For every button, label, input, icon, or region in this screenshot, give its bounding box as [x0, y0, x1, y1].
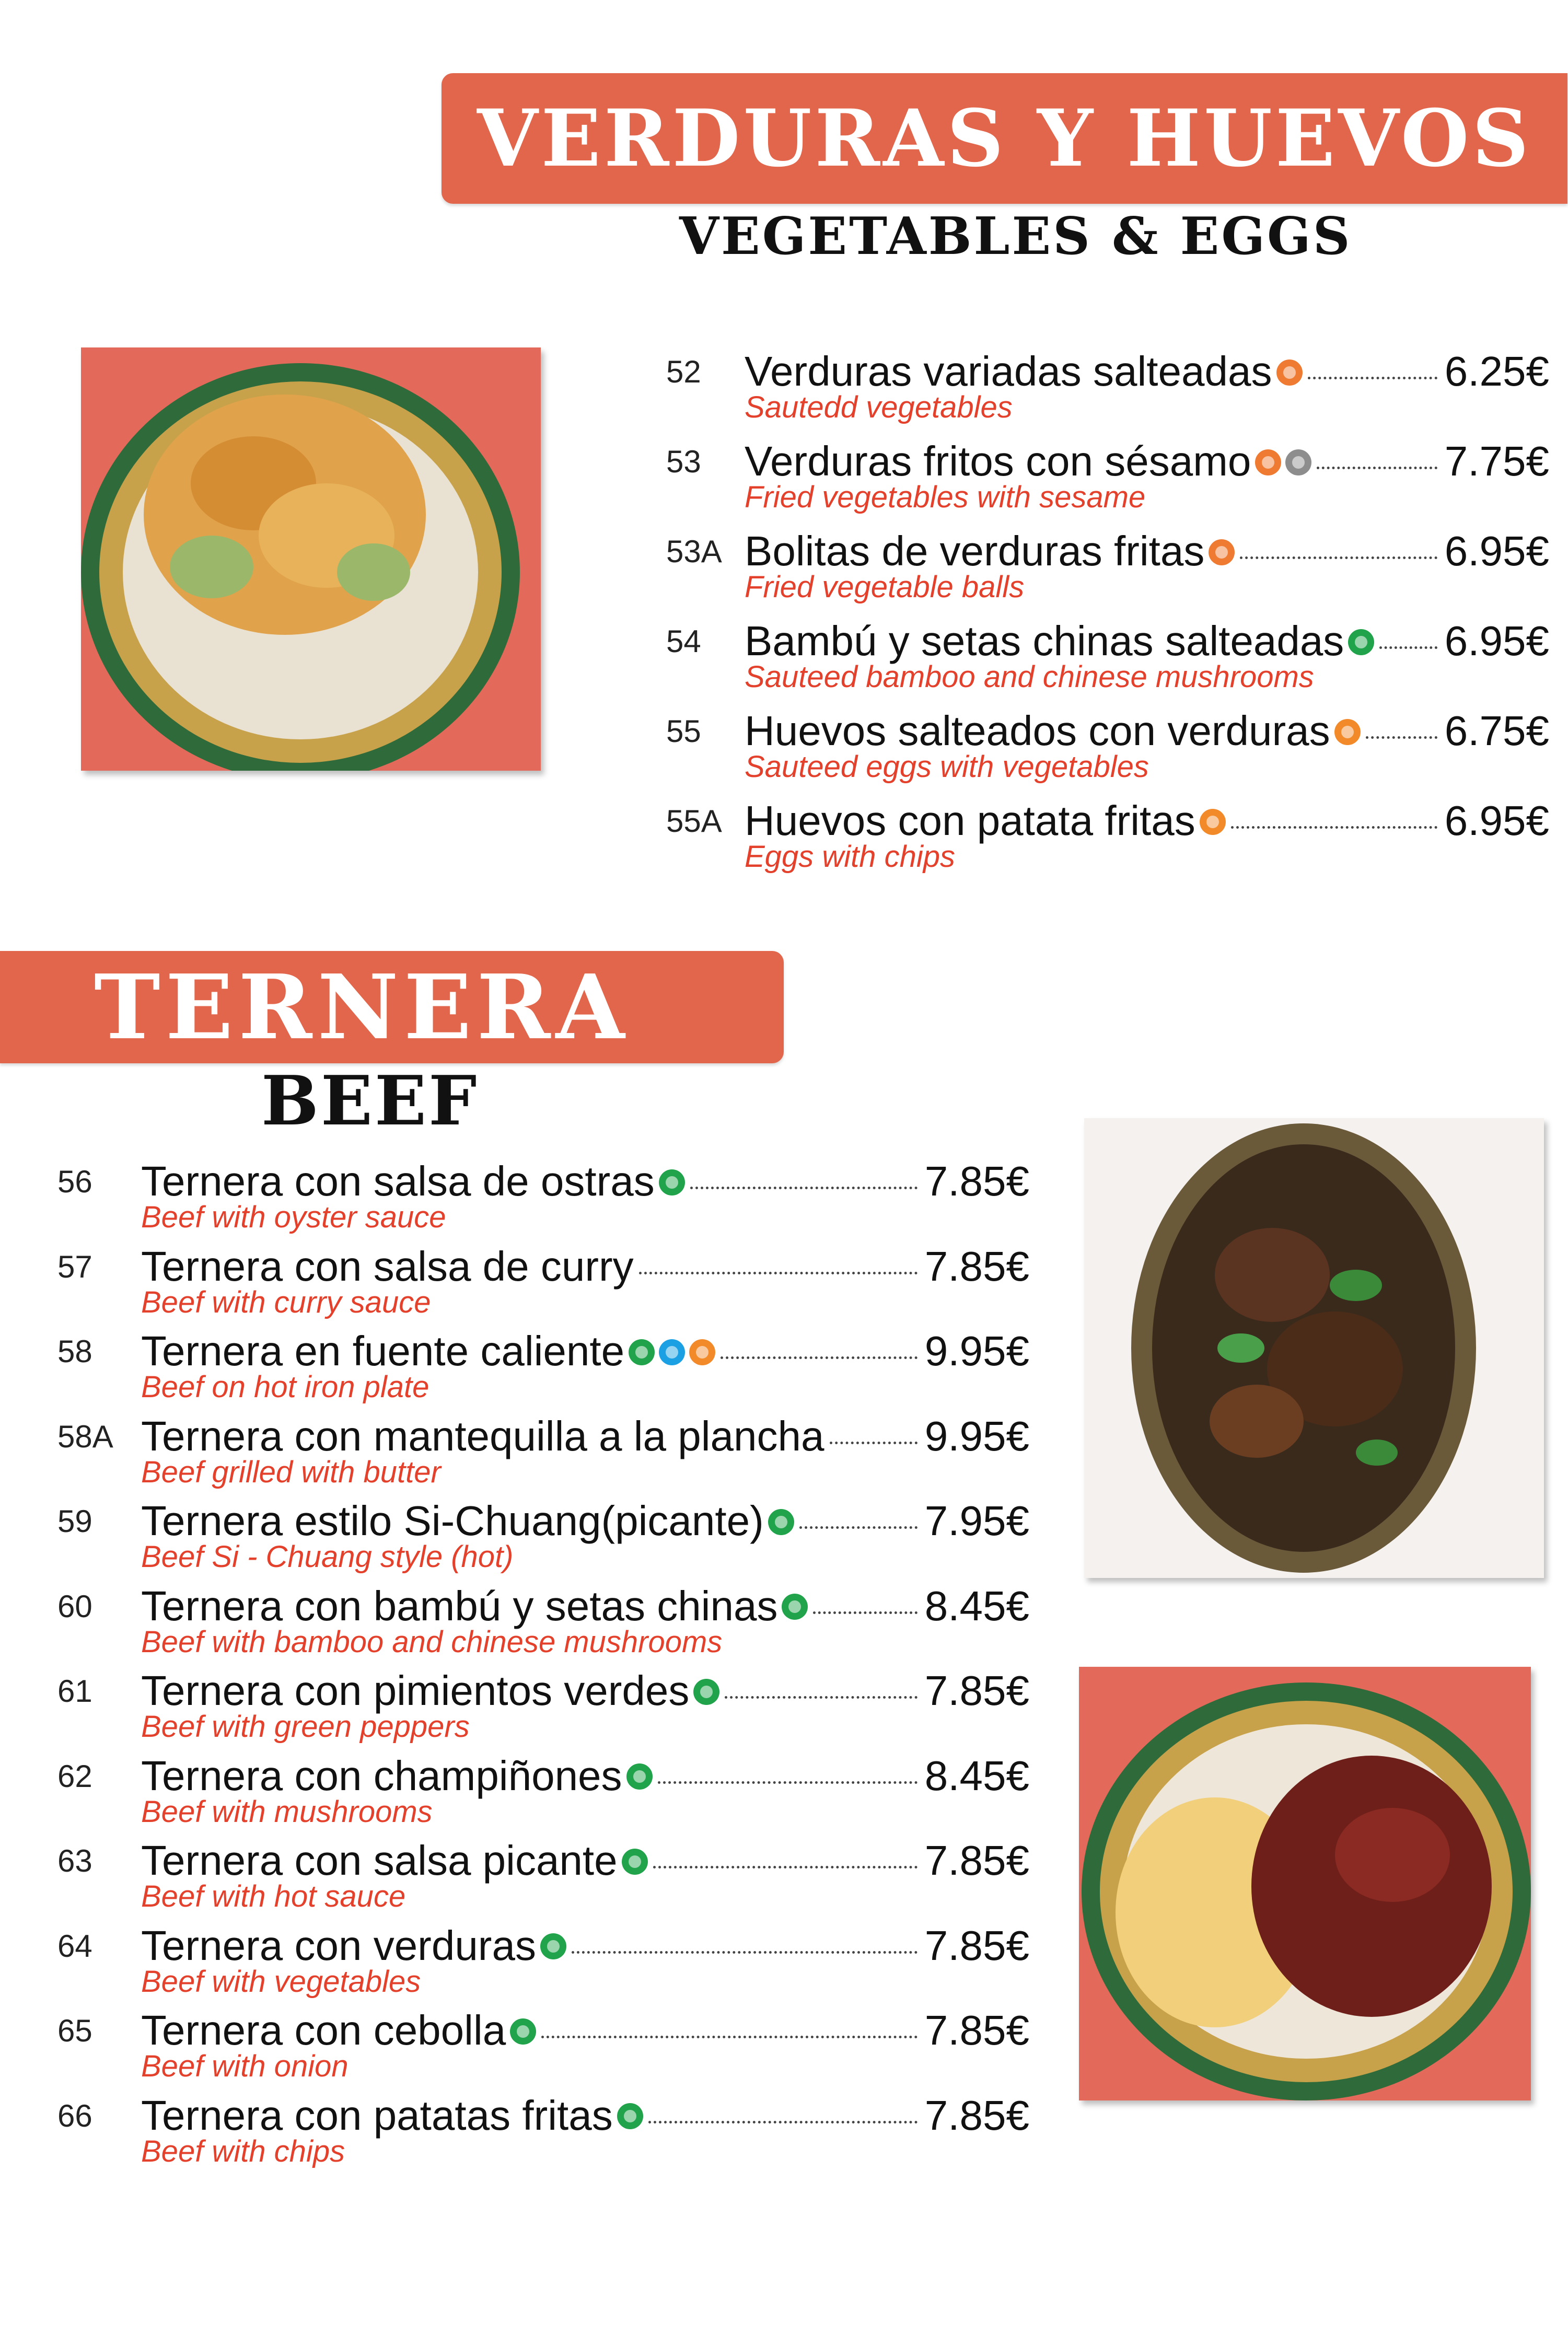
item-number: 61 — [57, 1674, 92, 1709]
item-name — [141, 1582, 808, 1630]
menu-item — [57, 1327, 1029, 1416]
dot-leader — [1379, 644, 1437, 649]
item-number: 54 — [666, 624, 701, 659]
soy-icon — [782, 1594, 808, 1620]
sesame-icon — [1285, 449, 1311, 475]
item-name — [745, 527, 1235, 575]
item-name — [141, 1752, 653, 1800]
item-price: 7.85€ — [924, 1243, 1029, 1290]
item-number: 62 — [57, 1758, 92, 1794]
item-number: 52 — [666, 354, 701, 389]
item-name — [141, 2006, 536, 2055]
item-number: 53 — [666, 444, 701, 479]
item-name — [141, 1922, 566, 1970]
item-name — [141, 2092, 643, 2140]
section-banner-beef — [0, 951, 784, 1063]
dot-leader — [658, 1779, 917, 1784]
item-number: 64 — [57, 1928, 92, 1964]
item-name-text: Ternera estilo Si-Chuang(picante) — [141, 1498, 764, 1544]
item-name-text: Huevos con patata fritas — [745, 797, 1195, 844]
item-price: 6.25€ — [1444, 348, 1549, 394]
item-english-name: Eggs with chips — [745, 840, 955, 874]
item-english-name: Beef with bamboo and chinese mushrooms — [141, 1624, 723, 1659]
item-name-text: Ternera en fuente caliente — [141, 1328, 625, 1374]
section-subtitle: BEEF — [261, 1061, 479, 1141]
item-price: 9.95€ — [924, 1328, 1029, 1374]
soy-icon — [768, 1509, 794, 1535]
item-name-text: Ternera con champiñones — [141, 1752, 622, 1799]
menu-item — [57, 1667, 1029, 1756]
menu-item — [57, 1922, 1029, 2011]
item-name — [141, 1667, 719, 1715]
item-number: 56 — [57, 1164, 92, 1199]
item-price: 7.85€ — [924, 2007, 1029, 2053]
item-english-name: Beef with vegetables — [141, 1964, 421, 1999]
dot-leader — [1308, 375, 1437, 379]
item-number: 63 — [57, 1843, 92, 1878]
section-banner-vegetables — [442, 73, 1567, 204]
soy-icon — [626, 1763, 653, 1790]
item-english-name: Beef Si - Chuang style (hot) — [141, 1540, 514, 1574]
menu-item — [57, 1243, 1029, 1331]
item-english-name: Sautedd vegetables — [745, 390, 1013, 424]
item-number: 60 — [57, 1588, 92, 1624]
item-price: 6.95€ — [1444, 797, 1549, 844]
item-english-name: Beef with green peppers — [141, 1710, 470, 1744]
item-name-text: Ternera con verduras — [141, 1922, 536, 1969]
menu-item — [57, 1837, 1029, 1925]
item-english-name: Beef with hot sauce — [141, 1879, 406, 1913]
dot-leader — [799, 1524, 917, 1529]
item-english-name: Beef with onion — [141, 2049, 349, 2083]
item-english-name: Beef with curry sauce — [141, 1285, 431, 1319]
dot-leader — [572, 1949, 917, 1954]
item-name-text: Ternera con patatas fritas — [141, 2092, 613, 2139]
item-name — [745, 707, 1361, 755]
item-name — [141, 1243, 634, 1291]
menu-item — [666, 437, 1549, 526]
dot-leader — [1240, 554, 1437, 559]
soy-icon — [1348, 629, 1374, 655]
dot-leader — [1366, 734, 1437, 739]
section-title: VERDURAS Y HUEVOS — [477, 92, 1532, 184]
item-name — [745, 617, 1374, 665]
dot-leader — [639, 1270, 917, 1274]
item-number: 57 — [57, 1249, 92, 1284]
item-english-name: Beef with chips — [141, 2134, 345, 2168]
menu-item — [57, 1582, 1029, 1671]
item-name — [141, 1157, 685, 1205]
dot-leader — [648, 2119, 917, 2123]
item-name — [745, 347, 1303, 396]
item-name — [745, 437, 1311, 485]
item-price: 9.95€ — [924, 1412, 1029, 1459]
item-name — [141, 1412, 824, 1460]
item-price: 7.85€ — [924, 1667, 1029, 1714]
item-price: 7.75€ — [1444, 438, 1549, 484]
vegetable-icon — [1255, 449, 1281, 475]
item-name — [141, 1497, 794, 1545]
item-price: 7.85€ — [924, 1158, 1029, 1204]
soy-icon — [622, 1849, 648, 1875]
item-english-name: Fried vegetables with sesame — [745, 480, 1146, 514]
soy-icon — [693, 1679, 719, 1705]
item-english-name: Beef grilled with butter — [141, 1455, 441, 1489]
item-number: 55 — [666, 714, 701, 749]
item-number: 53A — [666, 534, 722, 569]
item-english-name: Beef with mushrooms — [141, 1794, 433, 1829]
item-number: 59 — [57, 1504, 92, 1539]
item-number: 58 — [57, 1334, 92, 1369]
menu-item — [57, 2006, 1029, 2095]
item-price: 7.85€ — [924, 1922, 1029, 1969]
menu-item — [57, 1157, 1029, 1246]
soy-icon — [629, 1339, 655, 1365]
fried-vegetables-photo — [81, 347, 541, 771]
soy-icon — [617, 2103, 643, 2129]
item-price: 7.95€ — [924, 1498, 1029, 1544]
item-name-text: Verduras variadas salteadas — [745, 348, 1272, 394]
item-english-name: Sauteed eggs with vegetables — [745, 750, 1149, 784]
item-name — [141, 1837, 648, 1885]
dot-leader — [653, 1864, 917, 1868]
section-subtitle: VEGETABLES & EGGS — [679, 206, 1352, 266]
item-price: 8.45€ — [924, 1752, 1029, 1799]
item-name-text: Huevos salteados con verduras — [745, 707, 1330, 754]
egg-icon — [1200, 809, 1226, 835]
item-price: 6.95€ — [1444, 618, 1549, 664]
vegetable-icon — [1276, 359, 1303, 386]
item-name-text: Ternera con salsa picante — [141, 1837, 618, 1884]
soy-icon — [659, 1169, 685, 1195]
item-price: 7.85€ — [924, 1837, 1029, 1884]
menu-item — [666, 707, 1549, 796]
beef-hot-plate-photo — [1084, 1118, 1544, 1578]
item-name-text: Ternera con mantequilla a la plancha — [141, 1412, 824, 1459]
dot-leader — [1231, 824, 1437, 829]
item-price: 6.95€ — [1444, 528, 1549, 574]
dot-leader — [725, 1694, 917, 1699]
item-name-text: Ternera con salsa de ostras — [141, 1158, 655, 1204]
dot-leader — [541, 2034, 917, 2038]
item-name-text: Bambú y setas chinas salteadas — [745, 618, 1344, 664]
dot-leader — [830, 1440, 917, 1444]
item-price: 8.45€ — [924, 1582, 1029, 1629]
item-name-text: Ternera con salsa de curry — [141, 1243, 634, 1290]
vegetable-icon — [1209, 539, 1235, 565]
item-english-name: Sauteed bamboo and chinese mushrooms — [745, 660, 1314, 694]
menu-item — [666, 347, 1549, 436]
item-number: 66 — [57, 2098, 92, 2133]
menu-item — [57, 1752, 1029, 1841]
item-english-name: Beef with oyster sauce — [141, 1200, 446, 1234]
item-number: 55A — [666, 804, 722, 839]
item-name-text: Ternera con bambú y setas chinas — [141, 1582, 778, 1629]
item-name-text: Bolitas de verduras fritas — [745, 528, 1205, 574]
dot-leader — [813, 1609, 917, 1614]
menu-item — [666, 617, 1549, 706]
item-name — [141, 1327, 715, 1375]
menu-item — [57, 2092, 1029, 2180]
section-title: TERNERA — [94, 955, 630, 1060]
menu-item — [666, 797, 1549, 886]
dot-leader — [690, 1185, 917, 1189]
dot-leader — [721, 1354, 917, 1359]
item-price: 6.75€ — [1444, 707, 1549, 754]
soy-icon — [540, 1933, 566, 1959]
menu-item — [57, 1412, 1029, 1501]
item-name-text: Ternera con cebolla — [141, 2007, 506, 2053]
item-number: 65 — [57, 2013, 92, 2048]
item-price: 7.85€ — [924, 2092, 1029, 2139]
egg-icon — [1334, 719, 1361, 745]
fish-icon — [659, 1339, 685, 1365]
item-name-text: Ternera con pimientos verdes — [141, 1667, 690, 1714]
item-name — [745, 797, 1226, 845]
item-english-name: Fried vegetable balls — [745, 570, 1025, 604]
menu-item — [57, 1497, 1029, 1586]
item-english-name: Beef on hot iron plate — [141, 1370, 429, 1404]
egg-icon — [689, 1339, 715, 1365]
beef-with-chips-photo — [1079, 1667, 1531, 2100]
item-name-text: Verduras fritos con sésamo — [745, 438, 1251, 484]
soy-icon — [510, 2018, 536, 2045]
item-number: 58A — [57, 1419, 113, 1454]
menu-item — [666, 527, 1549, 616]
dot-leader — [1317, 465, 1437, 469]
